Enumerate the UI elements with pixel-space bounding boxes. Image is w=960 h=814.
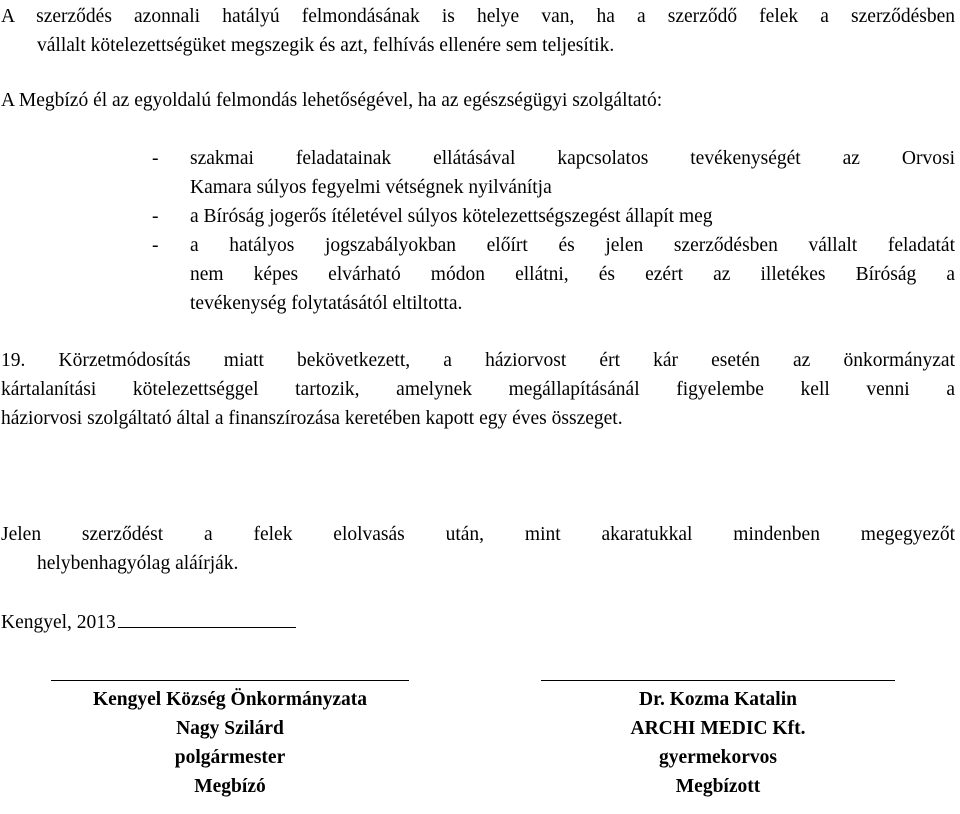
paragraph-19-line-2: kártalanítási kötelezettséggel tartozik, amelynek megállapításánál figyelembe kell venni a bbox=[1, 379, 955, 400]
list-item-3-line-3: tevékenység folytatásától eltiltotta. bbox=[190, 293, 463, 314]
paragraph-unilateral-termination: A Megbízó él az egyoldalú felmondás lehetőségével, ha az egészségügyi szolgáltató: bbox=[1, 90, 663, 111]
date-blank-line bbox=[118, 607, 296, 628]
list-item-3-line-1: a hatályos jogszabályokban előírt és jelen szerződésben vállalt feladatát bbox=[190, 235, 955, 256]
signature-block-right bbox=[540, 680, 896, 801]
closing-line-1: Jelen szerződést a felek elolvasás után, mint akaratukkal mindenben megegyezőt bbox=[1, 524, 955, 545]
signature-left-name: Nagy Szilárd bbox=[176, 718, 284, 739]
list-item-3-line-2: nem képes elvárható módon ellátni, és ezért az illetékes Bíróság a bbox=[190, 264, 955, 285]
signature-left-role: Megbízó bbox=[194, 776, 266, 797]
paragraph-termination-line-2: vállalt kötelezettségüket megszegik és azt, felhívás ellenére sem teljesítik. bbox=[37, 35, 615, 56]
closing-line-2: helybenhagyólag aláírják. bbox=[37, 553, 239, 574]
signature-right-title: gyermekorvos bbox=[658, 747, 778, 768]
signature-left-org: Kengyel Község Önkormányzata bbox=[92, 689, 368, 710]
list-dash-3: - bbox=[152, 235, 159, 256]
signature-right-company: ARCHI MEDIC Kft. bbox=[630, 718, 806, 739]
paragraph-19-line-3: háziorvosi szolgáltató által a finanszírozása keretében kapott egy éves összeget. bbox=[1, 408, 623, 429]
list-item-2: a Bíróság jogerős ítéletével súlyos kötelezettségszegést állapít meg bbox=[190, 206, 713, 227]
signature-line-right bbox=[541, 680, 895, 681]
paragraph-termination-line-1: A szerződés azonnali hatályú felmondásának is helye van, ha a szerződő felek a szerződésben bbox=[1, 6, 955, 27]
signature-right-name: Dr. Kozma Katalin bbox=[639, 689, 797, 710]
list-item-1-line-1: szakmai feladatainak ellátásával kapcsolatos tevékenységét az Orvosi bbox=[190, 148, 955, 169]
paragraph-19-line-1: 19. Körzetmódosítás miatt bekövetkezett, a háziorvost ért kár esetén az önkormányzat bbox=[1, 350, 955, 371]
signature-right-role: Megbízott bbox=[675, 776, 761, 797]
place-date bbox=[1, 607, 296, 637]
list-item-1-line-2: Kamara súlyos fegyelmi vétségnek nyilvánítja bbox=[190, 177, 552, 198]
signature-line-left bbox=[51, 680, 409, 681]
signature-block-left bbox=[50, 680, 410, 801]
list-dash-1: - bbox=[152, 148, 159, 169]
list-dash-2: - bbox=[152, 206, 159, 227]
signature-left-title: polgármester bbox=[174, 747, 286, 768]
place-date-text: Kengyel, 2013 bbox=[1, 612, 116, 633]
